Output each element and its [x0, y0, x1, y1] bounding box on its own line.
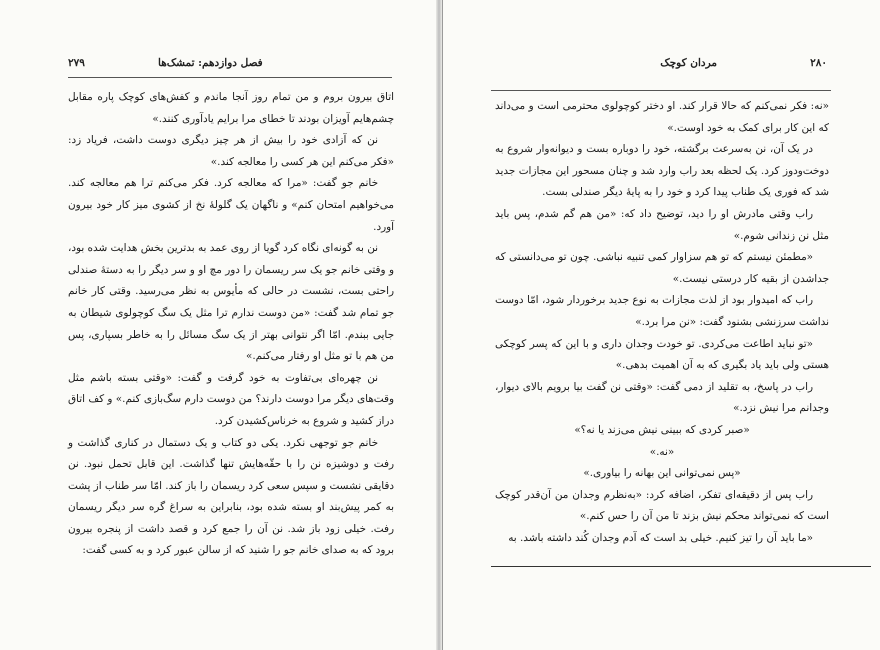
paragraph: راب پس از دقیقه‌ای تفکر، اضافه کرد: «به‌نظرم وجدان من آن‌قدر کوچک است که نمی‌تواند محکم نیش بزند تا من آن را حس کنم.»: [495, 488, 829, 523]
body-text: [68, 87, 394, 562]
paragraph: اتاق بیرون بروم و من تمام روز آنجا ماندم و کفش‌های کوچک پاره مقابل چشم‌هایم آویزان بودند تا خطای مرا برایم یادآوری کنند.»: [68, 91, 394, 125]
running-title: فصل دوازدهم: تمشک‌ها: [158, 57, 263, 69]
paragraph: «تو نباید اطاعت می‌کردی. تو خودت وجدان داری و با این که پسر کوچکی هستی ولی باید یاد بگیری که به آن اهمیت بدهی.»: [495, 337, 829, 372]
paragraph: راب در پاسخ، به تقلید از دمی گفت: «وقتی نن گفت بیا برویم بالای دیوار، وجدانم مرا نیش نزد.»: [495, 380, 829, 415]
paragraph: نن چهره‌ای بی‌تفاوت به خود گرفت و گفت: «وقتی بسته باشم مثل وقت‌های دیگر مرا دوست دارند؟ من دوست دارم سگ‌بازی کنم.» و کف اتاق دراز کشید و شروع به خرناس‌کشیدن کرد.: [68, 371, 394, 427]
paragraph: راب وقتی مادرش او را دید، توضیح داد که: «من هم گم شدم، پس باید مثل نن زندانی شوم.»: [495, 207, 829, 242]
paragraph: «نه: فکر نمی‌کنم که حالا قرار کند. او دختر کوچولوی محترمی است و می‌داند که این کار برای کمک به خود اوست.»: [495, 100, 829, 134]
page-header: [501, 57, 827, 75]
paragraph: «ما باید آن را تیز کنیم. خیلی بد است که آدم وجدان کُند داشته باشد. به: [508, 531, 813, 544]
paragraph: در یک آن، نن به‌سرعت برگشته، خود را دوباره بست و دیوانه‌وار شروع به دوخت‌ودوز کرد. یک لحظه بعد راب وارد شد و چنان مسحور این مجازات جدید شد که فوری یک طناب پیدا کرد و خود را به پایهٔ دیگر صندلی بست.: [495, 143, 829, 199]
body-text: [495, 96, 829, 549]
page-bottom-rule: [491, 566, 871, 567]
paragraph: خانم جو گفت: «مرا که معالجه کرد. فکر می‌کنم ترا هم معالجه کند. می‌خواهیم امتحان کنم» و ناگهان یک گلولهٔ نخ از کشوی میز کار خود بیرون آورد.: [68, 177, 394, 233]
paragraph: نن که آزادی خود را بیش از هر چیز دیگری دوست داشت، فریاد زد: «فکر می‌کنم این هر کسی را معالجه کند.»: [68, 134, 394, 168]
left-page: [0, 0, 436, 650]
header-rule: [68, 77, 392, 78]
running-title: مردان کوچک: [660, 57, 717, 69]
page-number: ۲۸۰: [810, 57, 827, 69]
right-page: [442, 0, 880, 650]
page-header: [68, 57, 392, 75]
paragraph: نن به گونه‌ای نگاه کرد گویا از روی عمد به بدترین بخش هدایت شده بود، و وقتی خانم جو یک سر ریسمان را دور مچ او و سر دیگر را به دستهٔ صندلی راحتی بست، نشست در حالی که مأیوس به نظر می‌رسید. وقتی کار خانم جو تمام شد گفت: «من دوست ندارم ترا مثل یک سگ کوچولوی شیطان به جایی ببندم. امّا اگر نتوانی بهتر از یک سگ مسائل را به خاطر بسپاری، پس من هم با تو مثل او رفتار می‌کنم.»: [68, 242, 394, 363]
page-number: ۲۷۹: [68, 57, 85, 69]
paragraph: راب که امیدوار بود از لذت مجازات به نوع جدید برخوردار شود، امّا دوست نداشت سرزنشی بشنود گفت: «نن مرا برد.»: [495, 294, 829, 328]
header-rule: [491, 90, 831, 91]
paragraph: «صبر کردی که ببینی نیش می‌زند یا نه؟»: [574, 423, 750, 436]
paragraph: «مطمئن نیستم که تو هم سزاوار کمی تنبیه نباشی. چون تو می‌دانستی که جداشدن از بقیه کار درستی نیست.»: [495, 251, 829, 285]
paragraph: خانم جو توجهی نکرد. یکی دو کتاب و یک دستمال در کناری گذاشت و رفت و دوشیزه نن را با حقّه‌هایش تنها گذاشت. این قابل تحمل نبود. نن دقایقی نشست و سپس سعی کرد ریسمان را باز کند. امّا سر طناب از پشت به کمر پیش‌بند او بسته شده بود، بنابراین به سراغ گره سر دیگر ریسمان رفت. خیلی زود باز شد. نن آن را جمع کرد و قصد داشت از پنجره بیرون برود که به صدای خانم جو را شنید که از سالن عبور کرد و به کسی گفت:: [68, 436, 394, 557]
paragraph: «نه.»: [649, 445, 675, 458]
paragraph: «پس نمی‌توانی این بهانه را بیاوری.»: [583, 467, 741, 480]
